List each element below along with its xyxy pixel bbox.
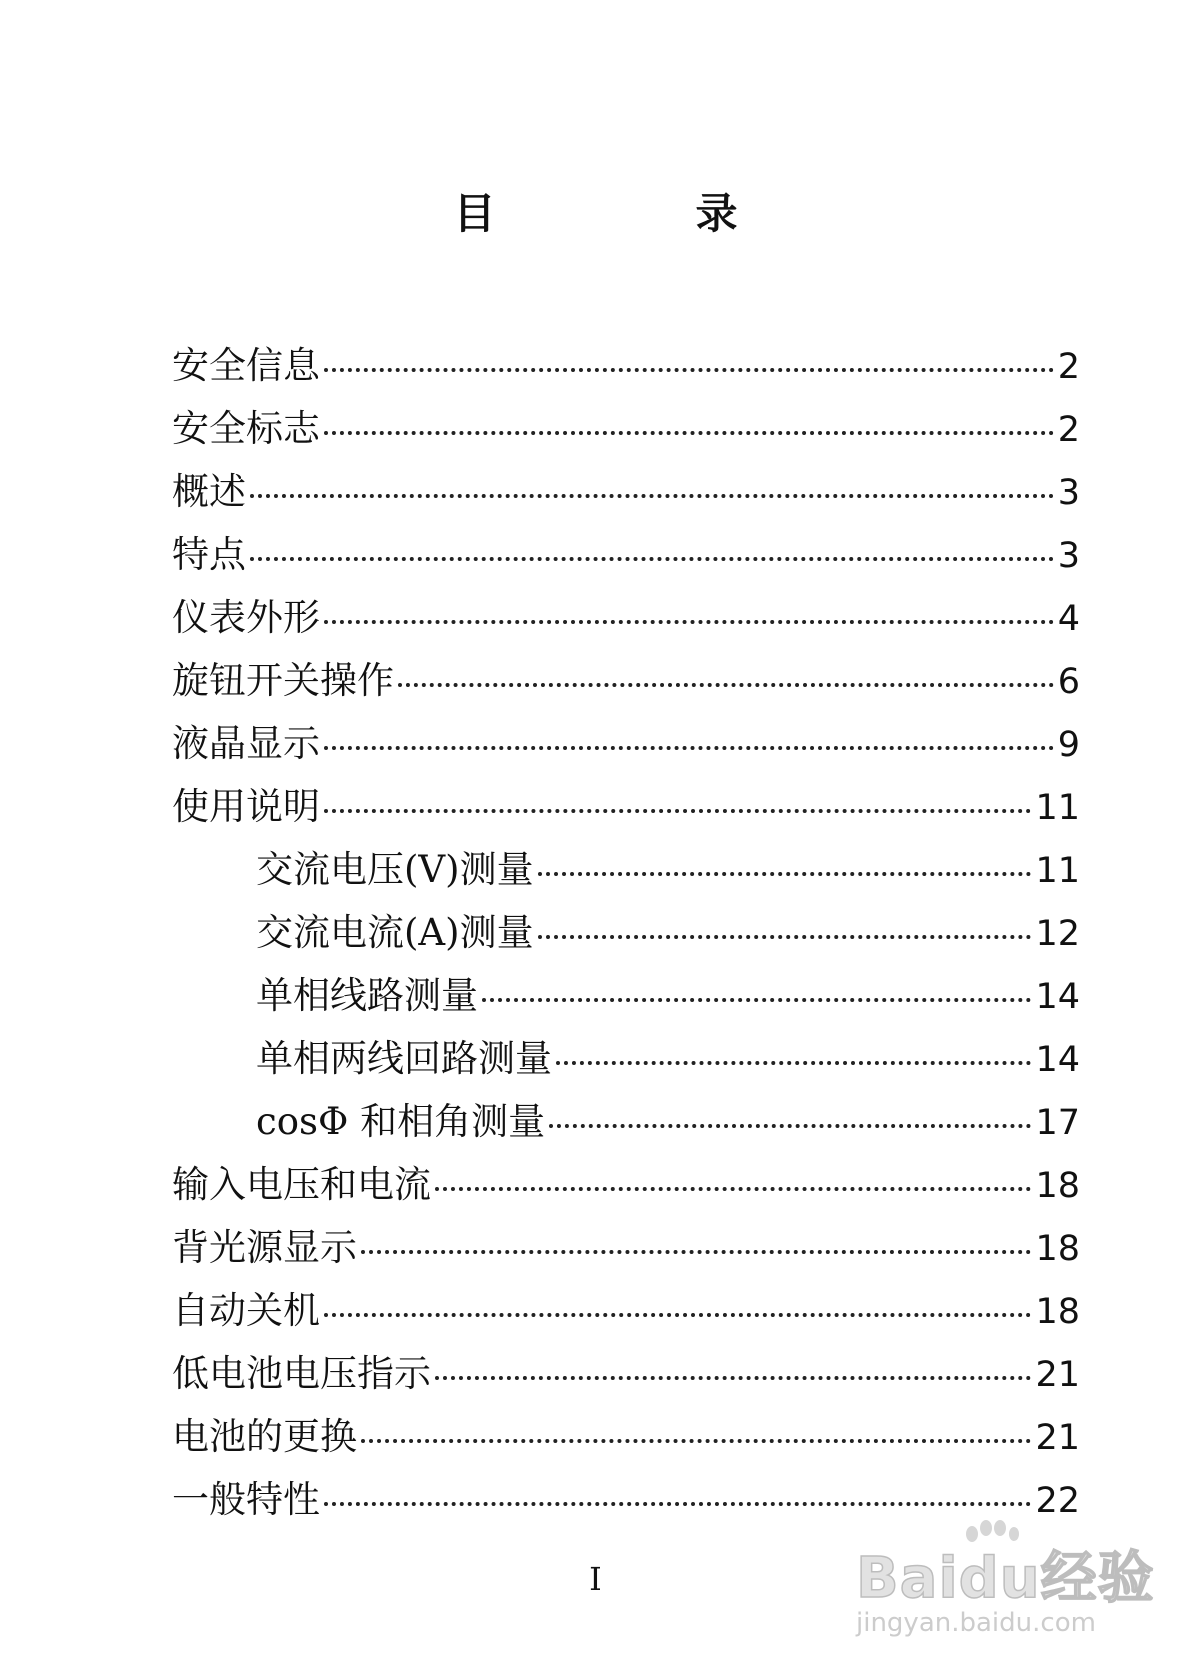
- toc-entry-label: 液晶显示: [172, 722, 320, 765]
- toc-leader-dots: [482, 998, 1031, 1002]
- toc-leader-dots: [324, 746, 1054, 750]
- toc-entry-label: cosΦ 和相角测量: [256, 1100, 546, 1143]
- toc-entry: [172, 1154, 1080, 1217]
- toc-entry-page: 18: [1035, 1292, 1080, 1332]
- toc-entry-page: 11: [1035, 851, 1080, 891]
- watermark-url: jingyan.baidu.com: [856, 1608, 1096, 1638]
- toc-entry-page: 4: [1057, 599, 1080, 639]
- toc-entry: [172, 1091, 1080, 1154]
- toc-entry: [172, 713, 1080, 776]
- toc-leader-dots: [398, 683, 1054, 687]
- title-char-right: 录: [695, 189, 738, 238]
- toc-entry: [172, 398, 1080, 461]
- toc-entry-label: 安全标志: [172, 407, 320, 450]
- toc-entry-page: 21: [1035, 1418, 1080, 1458]
- toc-entry-page: 18: [1035, 1229, 1080, 1269]
- toc-entry-label: 使用说明: [172, 785, 320, 828]
- toc-entry-page: 14: [1035, 1040, 1080, 1080]
- toc-leader-dots: [361, 1250, 1031, 1254]
- toc-entry-page: 11: [1035, 788, 1080, 828]
- toc-leader-dots: [324, 368, 1054, 372]
- toc-entry-label: 单相线路测量: [256, 974, 478, 1017]
- toc-leader-dots: [324, 1502, 1031, 1506]
- toc-entry: [172, 335, 1080, 398]
- toc-entry-page: 22: [1035, 1481, 1080, 1521]
- toc-entry: [172, 1217, 1080, 1280]
- toc-title: [0, 188, 1191, 240]
- toc-leader-dots: [250, 494, 1054, 498]
- toc-entry-label: 交流电压(V)测量: [256, 848, 534, 891]
- toc-entry-label: 旋钮开关操作: [172, 659, 394, 702]
- toc-entry-page: 17: [1035, 1103, 1080, 1143]
- toc-entry-page: 2: [1057, 347, 1080, 387]
- toc-entry-label: 背光源显示: [172, 1226, 357, 1269]
- toc-entry: [172, 839, 1080, 902]
- toc-entry-page: 14: [1035, 977, 1080, 1017]
- toc-entry-label: 电池的更换: [172, 1415, 357, 1458]
- title-char-left: 目: [453, 189, 496, 238]
- toc-entry-page: 12: [1035, 914, 1080, 954]
- toc-leader-dots: [324, 620, 1054, 624]
- toc-entry: [172, 461, 1080, 524]
- toc-entry-label: 输入电压和电流: [172, 1163, 431, 1206]
- toc-entry-page: 3: [1057, 536, 1080, 576]
- toc-entry-page: 18: [1035, 1166, 1080, 1206]
- toc-leader-dots: [538, 872, 1032, 876]
- toc-leader-dots: [435, 1376, 1031, 1380]
- toc-entry: [172, 650, 1080, 713]
- toc-entry: [172, 1406, 1080, 1469]
- toc-entry-page: 3: [1057, 473, 1080, 513]
- toc-entry: [172, 965, 1080, 1028]
- toc-leader-dots: [549, 1124, 1031, 1128]
- toc-entry: [172, 1280, 1080, 1343]
- toc-entry: [172, 1343, 1080, 1406]
- toc-leader-dots: [435, 1187, 1031, 1191]
- toc-entry-label: 交流电流(A)测量: [256, 911, 534, 954]
- baidu-watermark: [848, 1520, 1158, 1640]
- toc-entry: [172, 902, 1080, 965]
- watermark-brand: Baidu经验: [856, 1546, 1155, 1611]
- toc-entry-label: 单相两线回路测量: [256, 1037, 552, 1080]
- toc-leader-dots: [324, 809, 1031, 813]
- toc-leader-dots: [556, 1061, 1031, 1065]
- page-number: I: [589, 1560, 602, 1598]
- toc-leader-dots: [250, 557, 1054, 561]
- toc-entry-page: 2: [1057, 410, 1080, 450]
- toc-entry-label: 低电池电压指示: [172, 1352, 431, 1395]
- toc-entry-label: 安全信息: [172, 344, 320, 387]
- table-of-contents: [172, 335, 1080, 1532]
- toc-leader-dots: [324, 1313, 1031, 1317]
- toc-entry-label: 仪表外形: [172, 596, 320, 639]
- toc-entry: [172, 524, 1080, 587]
- toc-entry-label: 概述: [172, 470, 246, 513]
- toc-entry: [172, 776, 1080, 839]
- toc-entry-page: 6: [1057, 662, 1080, 702]
- toc-entry: [172, 587, 1080, 650]
- toc-leader-dots: [324, 431, 1054, 435]
- toc-leader-dots: [361, 1439, 1031, 1443]
- toc-leader-dots: [538, 935, 1032, 939]
- toc-entry-page: 21: [1035, 1355, 1080, 1395]
- toc-entry: [172, 1028, 1080, 1091]
- toc-entry-page: 9: [1057, 725, 1080, 765]
- toc-entry-label: 特点: [172, 533, 246, 576]
- toc-entry-label: 一般特性: [172, 1478, 320, 1521]
- toc-entry-label: 自动关机: [172, 1289, 320, 1332]
